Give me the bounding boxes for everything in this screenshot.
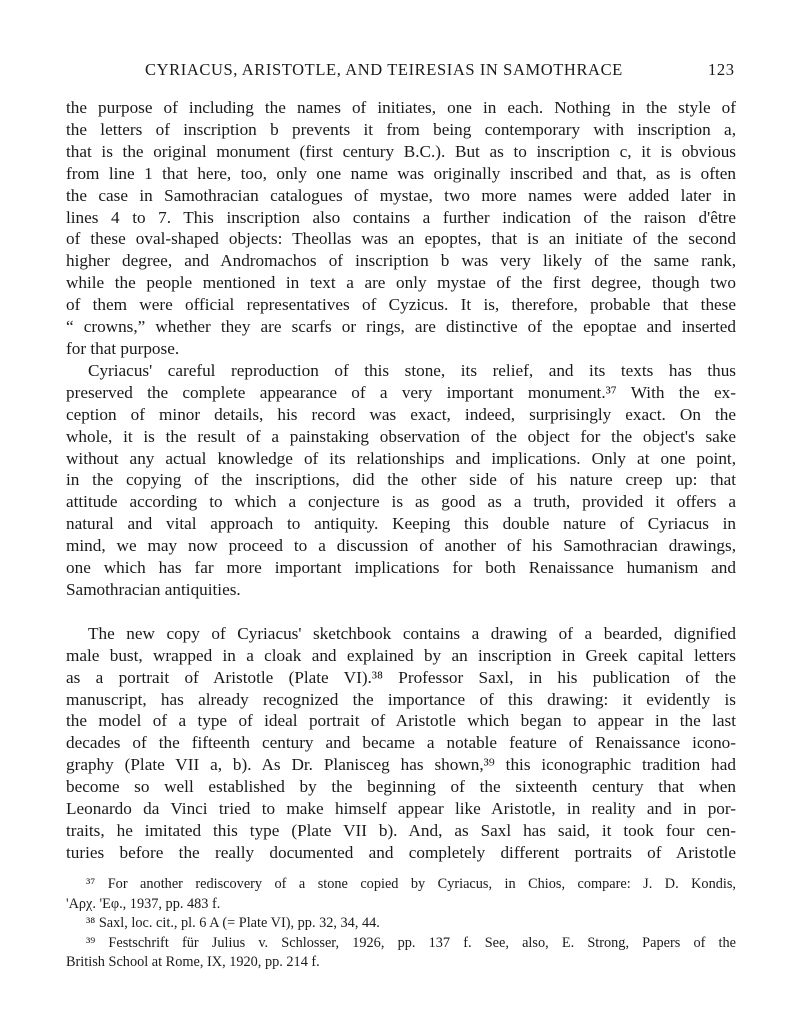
- body-line: while the people mentioned in text a are only mystae of the first degree, though two: [66, 273, 736, 293]
- footnote-37: ³⁷ For another rediscovery of a stone copied by Cyriacus, in Chios, compare: J. D. Kondis,: [86, 876, 736, 892]
- paragraph-gap: [66, 601, 736, 623]
- body-line: in the copying of the inscriptions, did the other side of his nature creep up: that: [66, 470, 736, 490]
- body-line: preserved the complete appearance of a very important monument.³⁷ With the ex-: [66, 382, 736, 402]
- body-line: one which has far more important implications for both Renaissance humanism and: [66, 558, 736, 578]
- footnotes: [66, 875, 736, 973]
- body-line: of these oval-shaped objects: Theollas was an epoptes, that is an initiate of the second: [66, 229, 736, 249]
- body-line: traits, he imitated this type (Plate VII b). And, as Saxl has said, it took four cen-: [66, 821, 736, 840]
- body-line: graphy (Plate VII a, b). As Dr. Planisceg has shown,³⁹ this iconographic tradition had: [66, 755, 736, 775]
- footnote-39-cont: British School at Rome, IX, 1920, pp. 214 f.: [66, 954, 320, 971]
- body-line: the letters of inscription b prevents it from being contemporary with inscription a,: [66, 119, 736, 139]
- body-line: “ crowns,” whether they are scarfs or rings, are distinctive of the epoptae and inserted: [66, 317, 736, 337]
- body-line: for that purpose.: [66, 338, 180, 358]
- body-line: ception of minor details, his record was exact, indeed, surprisingly exact. On the: [66, 404, 736, 424]
- body-line: from line 1 that here, too, only one name was originally inscribed and that, as is often: [66, 163, 736, 183]
- body-line: the purpose of including the names of initiates, one in each. Nothing in the style of: [66, 98, 736, 117]
- body-line: higher degree, and Andromachos of inscription b was very likely of the same rank,: [66, 251, 736, 271]
- body-line: Samothracian antiquities.: [66, 579, 241, 599]
- body-line: The new copy of Cyriacus' sketchbook contains a drawing of a bearded, dignified: [88, 623, 736, 643]
- body-text: [66, 97, 736, 864]
- body-line: become so well established by the beginning of the sixteenth century that when: [66, 777, 736, 797]
- body-line: natural and vital approach to antiquity. Keeping this double nature of Cyriacus in: [66, 514, 736, 534]
- body-line: attitude according to which a conjecture is as good as a truth, provided it offers a: [66, 492, 736, 512]
- body-line: Leonardo da Vinci tried to make himself appear like Aristotle, in reality and in por-: [66, 799, 736, 819]
- page-number: 123: [708, 60, 735, 79]
- footnote-37-cont: 'Αρχ. 'Εφ., 1937, pp. 483 f.: [66, 895, 221, 912]
- body-line: Cyriacus' careful reproduction of this stone, its relief, and its texts has thus: [88, 360, 736, 380]
- body-line: without any actual knowledge of its relationships and implications. Only at one point,: [66, 448, 736, 468]
- body-line: the case in Samothracian catalogues of mystae, two more names were added later in: [66, 185, 736, 205]
- body-line: whole, it is the result of a painstaking observation of the object for the object's sake: [66, 426, 736, 446]
- body-line: male bust, wrapped in a cloak and explained by an inscription in Greek capital letters: [66, 645, 736, 665]
- running-head: [0, 60, 801, 84]
- body-line: decades of the fifteenth century and became a notable feature of Renaissance icono-: [66, 733, 736, 753]
- body-line: turies before the really documented and completely different portraits of Aristotle: [66, 842, 736, 862]
- body-line: of them were official representatives of Cyzicus. It is, therefore, probable that these: [66, 295, 736, 315]
- body-line: that is the original monument (first century B.C.). But as to inscription c, it is obvious: [66, 141, 736, 161]
- footnote-39: ³⁹ Festschrift für Julius v. Schlosser, 1926, pp. 137 f. See, also, E. Strong, Papers of the: [86, 934, 736, 951]
- footnote-38: ³⁸ Saxl, loc. cit., pl. 6 A (= Plate VI), pp. 32, 34, 44.: [86, 915, 380, 932]
- body-line: as a portrait of Aristotle (Plate VI).³⁸ Professor Saxl, in his publication of the: [66, 667, 736, 687]
- running-head-title: CYRIACUS, ARISTOTLE, AND TEIRESIAS IN SAMOTHRACE: [145, 60, 623, 79]
- body-line: lines 4 to 7. This inscription also contains a further indication of the raison d'être: [66, 207, 736, 227]
- body-line: mind, we may now proceed to a discussion of another of his Samothracian drawings,: [66, 536, 736, 556]
- body-line: the model of a type of ideal portrait of Aristotle which began to appear in the last: [66, 711, 736, 731]
- body-line: manuscript, has already recognized the importance of this drawing: it evidently is: [66, 689, 736, 709]
